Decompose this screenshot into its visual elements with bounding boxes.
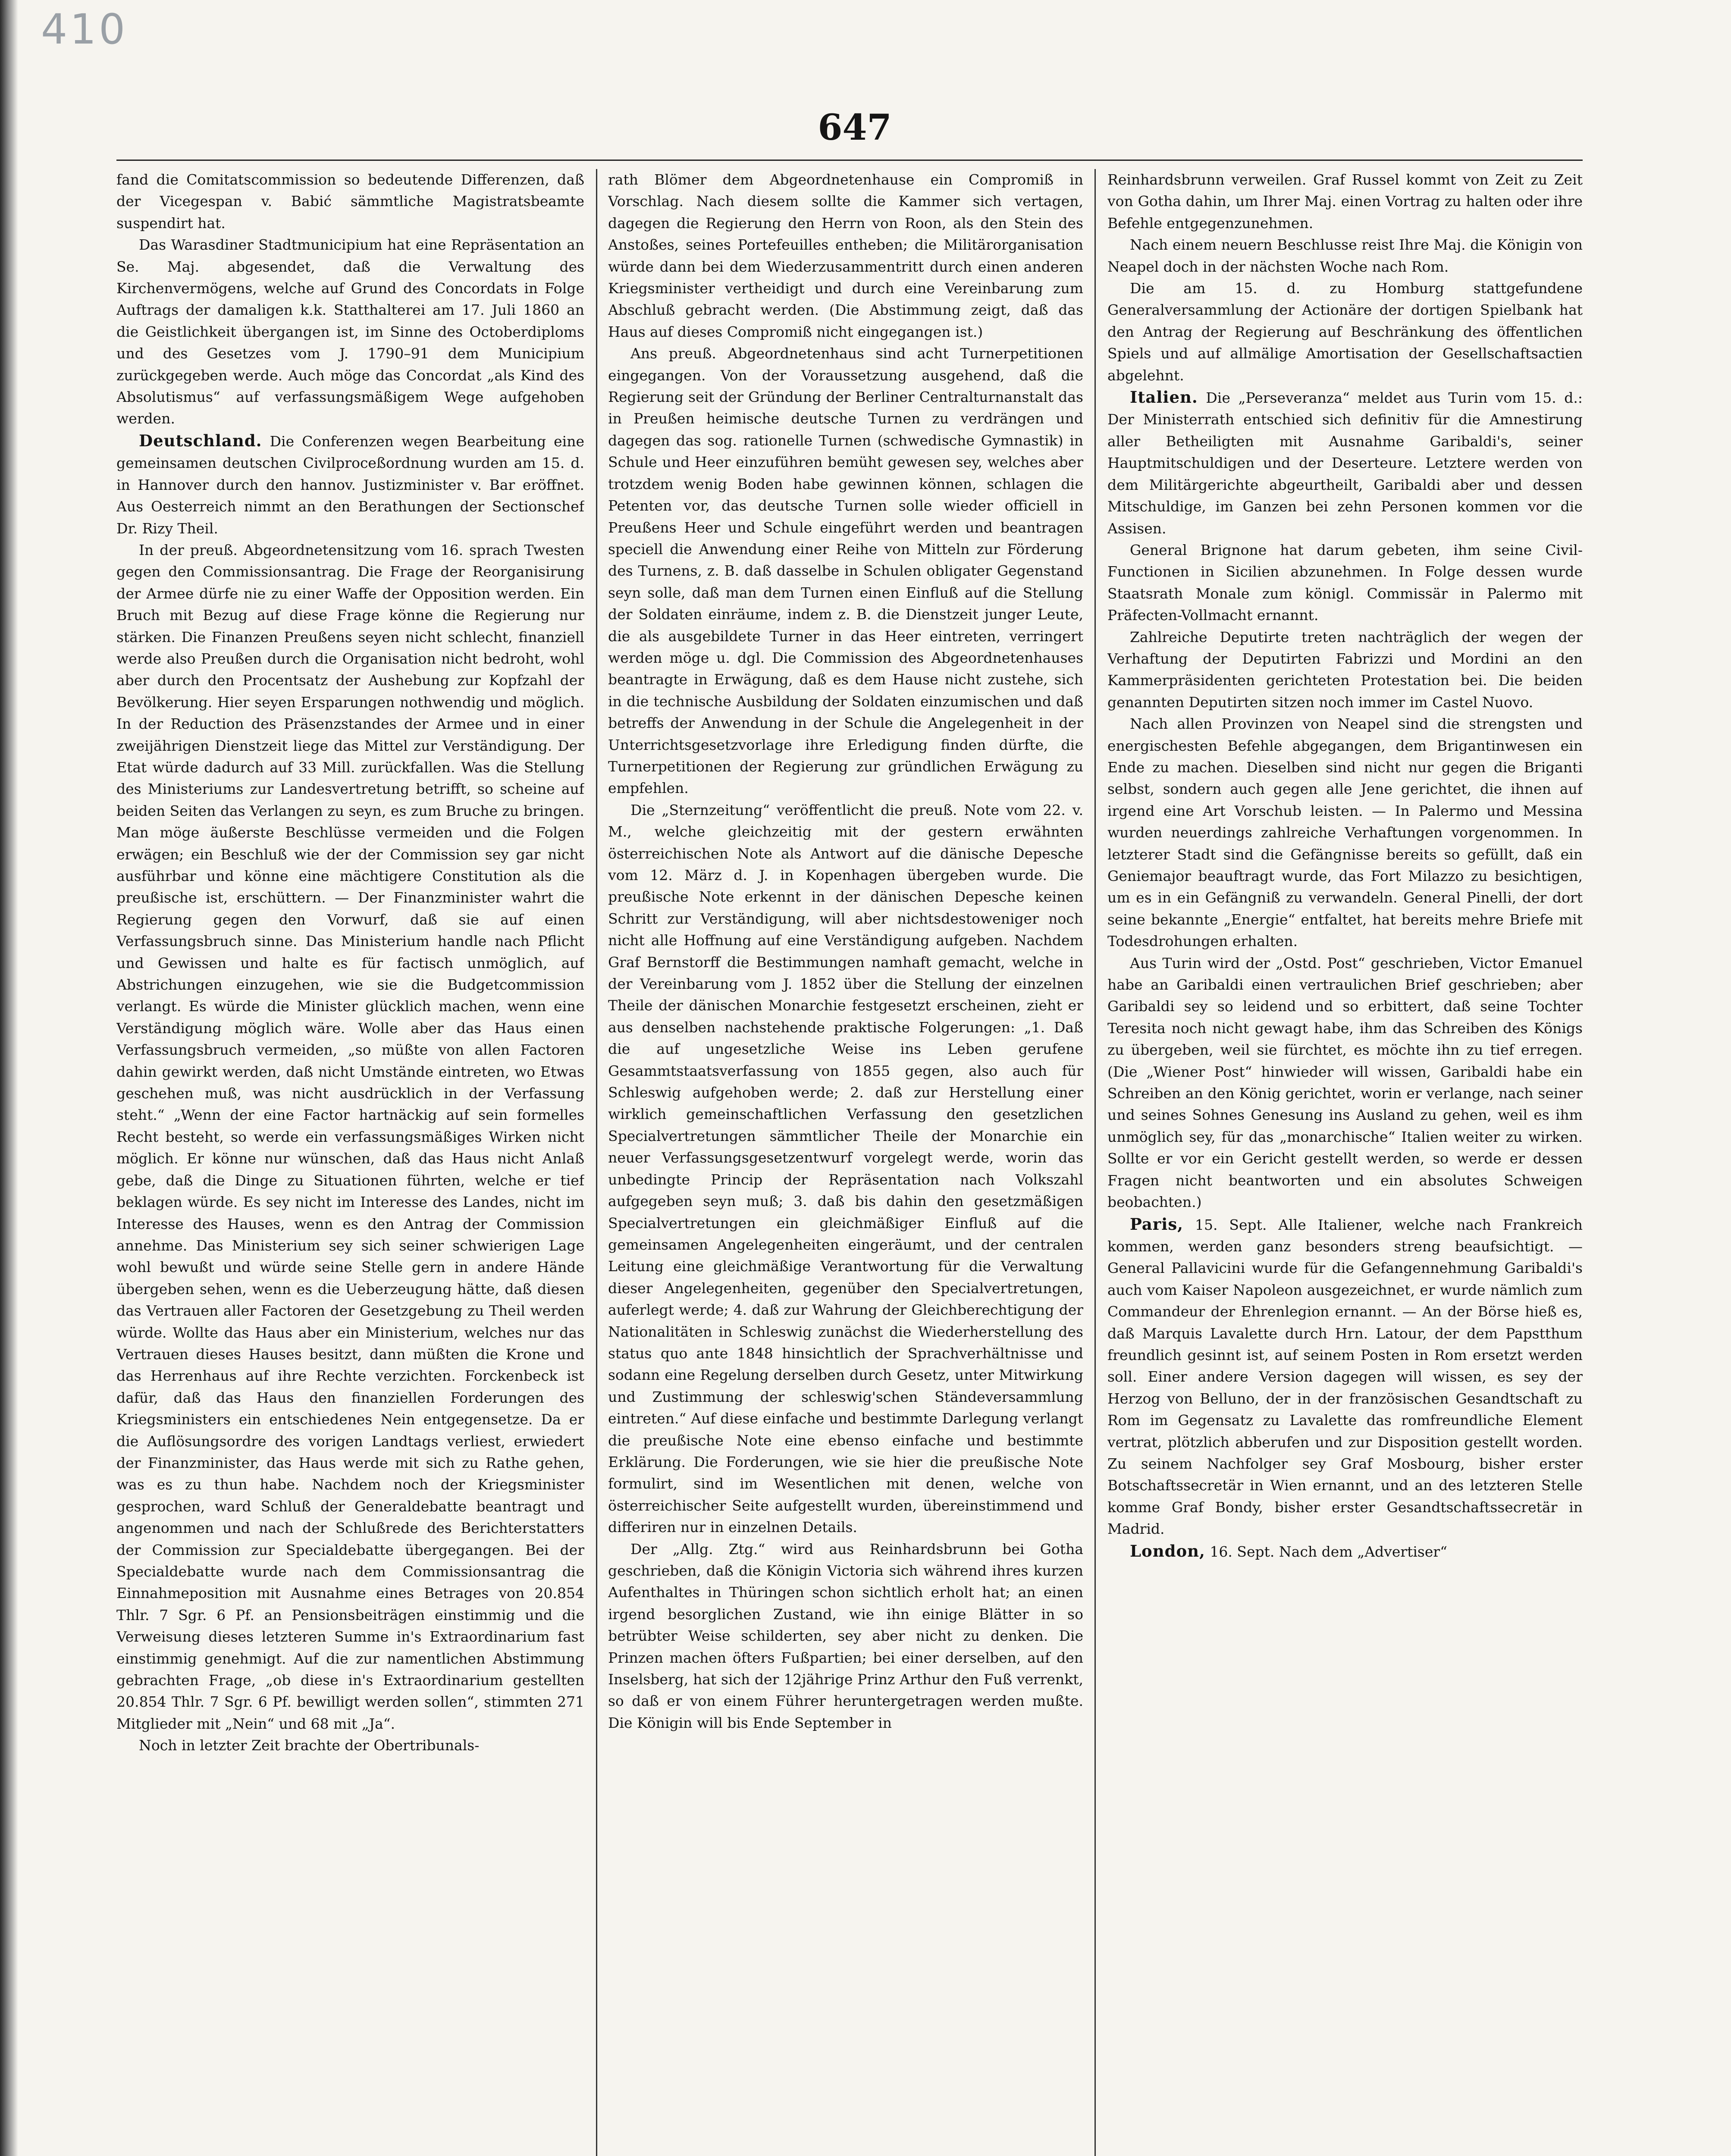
article-paragraph (608, 343, 1083, 799)
paragraph-text: Noch in letzter Zeit brachte der Obertribunals- (139, 1737, 480, 1754)
section-heading: Paris, (1130, 1214, 1184, 1234)
handwritten-page-note: 410 (41, 5, 128, 53)
article-paragraph (1107, 234, 1583, 278)
paragraph-text: Zahlreiche Deputirte treten nachträglich der wegen der Verhaftung der Deputirten Fabrizzi und Mordini an den Kammerpräsidenten gerichteten Protestation bei. Die beiden genannten Deputirten sitzen noch immer im Castel Nuovo. (1107, 628, 1583, 711)
section-heading: Deutschland. (139, 431, 262, 450)
article-paragraph (116, 539, 584, 1735)
article-paragraph (1107, 1540, 1583, 1563)
header-rule (116, 160, 1583, 161)
section-heading: Italien. (1130, 388, 1198, 407)
text-column-3 (1107, 169, 1583, 2156)
article-paragraph (116, 430, 584, 539)
article-paragraph (1107, 386, 1583, 539)
paragraph-text: Die am 15. d. zu Homburg stattgefundene Generalversammlung der Actionäre der dortigen Spielbank hat den Antrag der Regierung auf Beschränkung des öffentlichen Spiels und auf allmälige Amortisation der Gesellschaftsactien abgelehnt. (1107, 280, 1583, 384)
section-heading: London, (1130, 1541, 1205, 1561)
paragraph-text: Reinhardsbrunn verweilen. Graf Russel kommt von Zeit zu Zeit von Gotha dahin, um Ihrer Maj. einen Vortrag zu halten oder ihre Befehle entgegenzunehmen. (1107, 171, 1583, 232)
article-paragraph (1107, 169, 1583, 234)
paragraph-text: rath Blömer dem Abgeordnetenhause ein Compromiß in Vorschlag. Nach diesem sollte die Kammer sich vertagen, dagegen die Regierung den Herrn von Roon, als den Stein des Anstoßes, seines Portefeuilles entheben; die Militärorganisation würde dann bei dem Wiederzusammentritt durch einen anderen Kriegsminister vertheidigt und durch eine Vereinbarung zum Abschluß gebracht werden. (Die Abstimmung zeigt, daß das Haus auf dieses Compromiß nicht eingegangen ist.) (608, 171, 1083, 340)
article-paragraph (116, 234, 584, 430)
paragraph-text: Ans preuß. Abgeordnetenhaus sind acht Turnerpetitionen eingegangen. Von der Voraussetzung ausgehend, daß die Regierung seit der Gründung der Berliner Centralturnanstalt das in Preußen heimische deutsche Turnen zu verdrängen und dagegen das sog. rationelle Turnen (schwedische Gymnastik) in Schule und Heer einzuführen bemüht gewesen sey, welches aber trotzdem wenig Boden habe gewinnen können, schlagen die Petenten vor, das deutsche Turnen solle wieder officiell in Preußens Heer und Schule eingeführt werden und beantragen speciell die Anwendung einer Reihe von Mitteln zur Förderung des Turnens, z. B. daß dasselbe in Schulen obligater Gegenstand seyn solle, daß man dem Turnen einen Einfluß auf die Stellung der Soldaten einräume, indem z. B. die Dienstzeit junger Leute, die als ausgebildete Turner in das Heer eintreten, verringert werden möge u. dgl. Die Commission des Abgeordnetenhauses beantragte in Erwägung, daß es dem Hause nicht zustehe, sich in die technische Ausbildung der Soldaten einzumischen und daß betreffs der Anwendung in der Schule die Angelegenheit in der Unterrichtsgesetzvorlage ihre Erledigung finden dürfte, die Turnerpetitionen der Regierung zur gründlichen Erwägung zu empfehlen. (608, 345, 1083, 797)
paragraph-text: fand die Comitatscommission so bedeutende Differenzen, daß der Vicegespan v. Babić sämmtliche Magistratsbeamte suspendirt hat. (116, 171, 584, 232)
article-paragraph (1107, 539, 1583, 627)
paragraph-text: Nach einem neuern Beschlusse reist Ihre Maj. die Königin von Neapel doch in der nächsten Woche nach Rom. (1107, 236, 1583, 275)
article-paragraph (1107, 713, 1583, 952)
paragraph-text: Die Conferenzen wegen Bearbeitung eine gemeinsamen deutschen Civilproceßordnung wurden am 15. d. in Hannover durch den hannov. Justizminister v. Bar eröffnet. Aus Oesterreich nimmt an den Berathungen der Sectionschef Dr. Rizy Theil. (116, 432, 584, 537)
article-paragraph (1107, 278, 1583, 386)
scan-binding-shadow (0, 0, 18, 2156)
article-paragraph (116, 169, 584, 234)
article-paragraph (608, 1539, 1083, 1734)
article-paragraph (1107, 953, 1583, 1213)
text-column-2 (608, 169, 1083, 2156)
paragraph-text: General Brignone hat darum gebeten, ihm seine Civil-Functionen in Sicilien abzunehmen. In Folge dessen wurde Staatsrath Monale zum königl. Commissär in Palermo mit Präfecten-Vollmacht ernannt. (1107, 541, 1583, 624)
article-paragraph (116, 1735, 584, 1756)
article-paragraph (608, 169, 1083, 343)
text-column-1 (116, 169, 584, 2156)
article-paragraph (1107, 1213, 1583, 1540)
paragraph-text: Aus Turin wird der „Ostd. Post“ geschrieben, Victor Emanuel habe an Garibaldi einen vertraulichen Brief geschrieben; aber Garibaldi sey so leidend und so erbittert, daß seine Tochter Teresita noch nicht gewagt habe, ihm das Schreiben des Königs zu übergeben, weil sie fürchtet, es möchte ihn zu tief erregen. (Die „Wiener Post“ hinwieder will wissen, Garibaldi habe ein Schreiben an den König gerichtet, worin er verlange, nach seiner und seines Sohnes Genesung ins Ausland zu gehen, weil es ihm unmöglich sey, für das „monarchische“ Italien weiter zu wirken. Sollte er vor ein Gericht gestellt werden, so werde er dessen Fragen nicht beantworten und ein absolutes Schweigen beobachten.) (1107, 954, 1583, 1211)
paragraph-text: Das Warasdiner Stadtmunicipium hat eine Repräsentation an Se. Maj. abgesendet, daß die Verwaltung des Kirchenvermögens, welche auf Grund des Concordats in Folge Auftrags der damaligen k.k. Statthalterei am 17. Juli 1860 an die Geistlichkeit übergangen ist, im Sinne des Octoberdiploms und des Gesetzes vom J. 1790–91 dem Municipium zurückgegeben werde. Auch möge das Concordat „als Kind des Absolutismus“ auf verfassungsmäßigem Wege aufgehoben werden. (116, 236, 584, 427)
article-paragraph (608, 799, 1083, 1539)
column-divider (596, 169, 597, 2156)
paragraph-text: Der „Allg. Ztg.“ wird aus Reinhardsbrunn bei Gotha geschrieben, daß die Königin Victoria sich während ihres kurzen Aufenthaltes in Thüringen schon sichtlich erholt hat; an einen irgend besorglichen Zustand, wie ihn einige Blätter in so betrübter Weise schilderten, sey aber nicht zu denken. Die Prinzen machen öfters Fußpartien; bei einer derselben, auf den Inselsberg, hat sich der 12jährige Prinz Arthur den Fuß verrenkt, so daß er von einem Führer heruntergetragen werden mußte. Die Königin will bis Ende September in (608, 1540, 1083, 1731)
article-paragraph (1107, 627, 1583, 714)
paragraph-text: Die „Sternzeitung“ veröffentlicht die preuß. Note vom 22. v. M., welche gleichzeitig mit der gestern erwähnten österreichischen Note als Antwort auf die dänische Depesche vom 12. März d. J. in Kopenhagen übergeben wurde. Die preußische Note erkennt in der dänischen Depesche keinen Schritt zur Verständigung, will aber nichtsdestoweniger noch nicht alle Hoffnung auf eine Verständigung aufgeben. Nachdem Graf Bernstorff die Bestimmungen namhaft gemacht, welche in der Vereinbarung vom J. 1852 über die Stellung der einzelnen Theile der dänischen Monarchie festgesetzt erscheinen, zieht er aus denselben nachstehende praktische Folgerungen: „1. Daß die auf ungesetzliche Weise ins Leben gerufene Gesammtstaatsverfassung von 1855 gegen, also auch für Schleswig aufgehoben werde; 2. daß zur Herstellung einer wirklich gemeinschaftlichen Verfassung den gesetzlichen Specialvertretungen sämmtlicher Theile der Monarchie ein neuer Verfassungsgesetzentwurf vorgelegt werde, worin das unbedingte Princip der Repräsentation nach Volkszahl aufgegeben seyn muß; 3. daß bis dahin den gesetzmäßigen Specialvertretungen ein gleichmäßiger Einfluß auf die gemeinsamen Angelegenheiten eingeräumt, und der centralen Leitung eine gleichmäßige Verantwortung für die Verwaltung dieser Angelegenheiten, gegenüber den Specialvertretungen, auferlegt werde; 4. daß zur Wahrung der Gleichberechtigung der Nationalitäten in Schleswig zunächst die Wiederherstellung des status quo ante 1848 hinsichtlich der Sprachverhältnisse und sodann eine Regelung derselben durch Gesetz, unter Mitwirkung und Zustimmung der schleswig'schen Ständeversammlung eintreten.“ Auf diese einfache und bestimmte Darlegung verlangt die preußische Note eine ebenso einfache und bestimmte Erklärung. Die Forderungen, wie sie hier die preußische Note formulirt, sind im Wesentlichen mit denen, welche von österreichischer Seite aufgestellt wurden, übereinstimmend und differiren nur in einzelnen Details. (608, 801, 1083, 1536)
page-number: 647 (818, 107, 892, 148)
column-divider (1094, 169, 1096, 2156)
paragraph-text: 16. Sept. Nach dem „Advertiser“ (1210, 1543, 1448, 1560)
paragraph-text: In der preuß. Abgeordnetensitzung vom 16. sprach Twesten gegen den Commissionsantrag. Die Frage der Reorganisirung der Armee dürfe nie zu einer Waffe der Opposition werden. Ein Bruch mit Bezug auf diese Frage könne die Regierung nur stärken. Die Finanzen Preußens seyen nicht schlecht, finanziell werde also Preußen durch die Organisation nicht bedroht, wohl aber durch den Procentsatz der Aushebung zur Kopfzahl der Bevölkerung. Hier seyen Ersparungen nothwendig und möglich. In der Reduction des Präsenzstandes der Armee und in einer zweijährigen Dienstzeit liege das Mittel zur Verständigung. Der Etat würde dadurch auf 33 Mill. zurückfallen. Was die Stellung des Ministeriums zur Landesvertretung betrifft, so scheine auf beiden Seiten das Verlangen zu seyn, es zum Bruche zu bringen. Man möge äußerste Beschlüsse vermeiden und die Folgen erwägen; ein Beschluß wie der der Commission sey gar nicht ausführbar und könne eine mächtigere Constitution als die preußische ist, erschüttern. — Der Finanzminister wahrt die Regierung gegen den Vorwurf, daß sie auf einen Verfassungsbruch sinne. Das Ministerium handle nach Pflicht und Gewissen und halte es für factisch unmöglich, auf Abstrichungen einzugehen, wie sie die Budgetcommission verlangt. Es würde die Minister glücklich machen, wenn eine Verständigung möglich wäre. Wolle aber das Haus einen Verfassungsbruch vermeiden, „so müßte von allen Factoren dahin gewirkt werden, daß nicht Umstände eintreten, wo Etwas geschehen muß, was nicht ausdrücklich in der Verfassung steht.“ „Wenn der eine Factor hartnäckig auf sein formelles Recht besteht, so werde ein verfassungsmäßiges Wirken nicht möglich. Er könne nur wünschen, daß das Haus nicht Anlaß gebe, daß die Dinge zu Situationen führten, welche er tief beklagen würde. Es sey nicht im Interesse des Landes, nicht im Interesse des Hauses, wenn es den Antrag der Commission annehme. Das Ministerium sey sich seiner schwierigen Lage wohl bewußt und würde seine Stelle gern in andere Hände übergeben sehen, wenn es die Ueberzeugung hätte, daß diesen das Vertrauen aller Factoren der Gesetzgebung zu Theil werden würde. Wollte das Haus aber ein Ministerium, welches nur das Vertrauen dieses Hauses besitzt, dann müßten die Krone und das Herrenhaus auf ihre Rechte verzichten. Forckenbeck ist dafür, daß das Haus den finanziellen Forderungen des Kriegsministers ein entschiedenes Nein entgegensetze. Da er die Auflösungsordre des vorigen Landtags verliest, erwiedert der Finanzminister, das Haus werde mit sich zu Rathe gehen, was es zu thun habe. Nachdem noch der Kriegsminister gesprochen, ward Schluß der Generaldebatte beantragt und angenommen und nach der Schlußrede des Berichterstatters der Commission zur Specialdebatte übergegangen. Bei der Specialdebatte wurde nach dem Commissionsantrag die Einnahmeposition mit Ausnahme eines Betrages von 20.854 Thlr. 7 Sgr. 6 Pf. an Pensionsbeiträgen einstimmig und die Verweisung dieses letzteren Summe in's Extraordinarium fast einstimmig genehmigt. Auf die zur namentlichen Abstimmung gebrachten Frage, „ob diese in's Extraordinarium gestellten 20.854 Thlr. 7 Sgr. 6 Pf. bewilligt werden sollen“, stimmten 271 Mitglieder mit „Nein“ und 68 mit „Ja“. (116, 541, 584, 1732)
paragraph-text: Die „Perseveranza“ meldet aus Turin vom 15. d.: Der Ministerrath entschied sich definitiv für die Amnestirung aller Betheiligten mit Ausnahme Garibaldi's, seiner Hauptmitschuldigen und der Deserteure. Letztere werden von dem Militärgerichte abgeurtheilt, Garibaldi aber und dessen Mitschuldige, im Ganzen bei zehn Personen kommen vor die Assisen. (1107, 389, 1583, 537)
paragraph-text: Nach allen Provinzen von Neapel sind die strengsten und energischesten Befehle abgegangen, dem Brigantinwesen ein Ende zu machen. Dieselben sind nicht nur gegen die Briganti selbst, sondern auch gegen alle Jene gerichtet, die ihnen auf irgend eine Art Vorschub leisten. — In Palermo und Messina wurden neuerdings zahlreiche Verhaftungen vorgenommen. In letzterer Stadt sind die Gefängnisse bereits so gefüllt, daß ein Geniemajor beauftragt wurde, das Fort Milazzo zu besichtigen, um es in ein Gefängniß zu verwandeln. General Pinelli, der dort seine bekannte „Energie“ entfaltet, hat bereits mehre Briefe mit Todesdrohungen erhalten. (1107, 715, 1583, 950)
paragraph-text: 15. Sept. Alle Italiener, welche nach Frankreich kommen, werden ganz besonders streng beaufsichtigt. — General Pallavicini wurde für die Gefangennehmung Garibaldi's auch vom Kaiser Napoleon ausgezeichnet, er wurde nämlich zum Commandeur der Ehrenlegion ernannt. — An der Börse hieß es, daß Marquis Lavalette durch Hrn. Latour, der dem Papstthum freundlich gesinnt ist, auf seinem Posten in Rom ersetzt werden soll. Einer andere Version dagegen will wissen, es sey der Herzog von Belluno, der in der französischen Gesandtschaft zu Rom im Gegensatz zu Lavalette das romfreundliche Element vertrat, plötzlich abberufen und zur Disposition gestellt worden. Zu seinem Nachfolger sey Graf Mosbourg, bisher erster Botschaftssecretär in Wien ernannt, und an des letzteren Stelle komme Graf Bondy, bisher erster Gesandtschaftssecretär in Madrid. (1107, 1216, 1583, 1538)
